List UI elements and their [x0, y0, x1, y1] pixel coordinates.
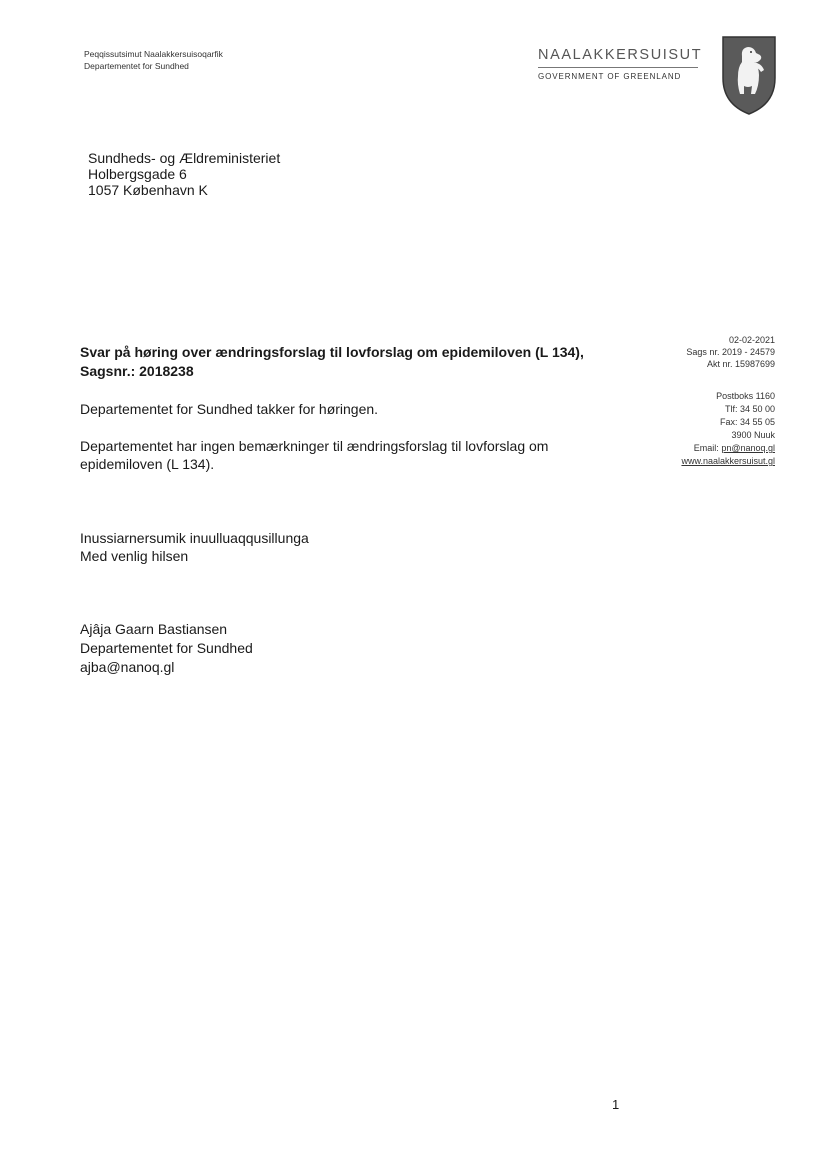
sender-ministry-greenlandic: Peqqissutsimut Naalakkersuisoqarfik: [84, 49, 223, 59]
closing-block: [80, 529, 309, 565]
signatory-email: ajba@nanoq.gl: [80, 659, 175, 675]
sender-block: [84, 48, 223, 72]
reference-block: [686, 334, 775, 370]
contact-postbox: Postboks 1160: [716, 391, 775, 401]
contact-email-link[interactable]: pn@nanoq.gl: [721, 443, 775, 453]
signature-block: [80, 620, 253, 677]
recipient-city: 1057 København K: [88, 182, 208, 198]
contact-phone: Tlf: 34 50 00: [724, 404, 775, 414]
page-number: 1: [612, 1097, 620, 1112]
brand-logo: [538, 46, 703, 81]
recipient-name: Sundheds- og Ældreministeriet: [88, 150, 281, 166]
contact-fax: Fax: 34 55 05: [719, 417, 775, 427]
paragraph-2-line-2: epidemiloven (L 134).: [80, 456, 215, 472]
contact-email-label: Email:: [693, 443, 719, 453]
recipient-street: Holbergsgade 6: [88, 166, 187, 182]
contact-block: [681, 390, 775, 468]
body-paragraph-1: Departementet for Sundhed takker for høringen.: [80, 401, 379, 417]
contact-website-row: [681, 455, 775, 468]
closing-danish: Med venlig hilsen: [80, 548, 189, 564]
letter-subject: [80, 343, 620, 381]
contact-website-link[interactable]: www.naalakkersuisut.gl: [681, 456, 775, 466]
closing-greenlandic: Inussiarnersumik inuulluaqqusillunga: [80, 530, 309, 546]
brand-divider: [538, 67, 698, 68]
signatory-department: Departementet for Sundhed: [80, 640, 253, 656]
signatory-name: Ajâja Gaarn Bastiansen: [80, 621, 228, 637]
paragraph-2-line-1: Departementet har ingen bemærkninger til ændringsforslag til lovforslag om: [80, 438, 549, 454]
case-number: Sags nr. 2019 - 24579: [686, 347, 775, 357]
brand-name: NAALAKKERSUISUT: [538, 47, 703, 63]
document-number: Akt nr. 15987699: [706, 359, 775, 369]
contact-email-row: [681, 442, 775, 455]
recipient-address: [88, 150, 280, 198]
subject-line-2: Sagsnr.: 2018238: [80, 363, 194, 379]
body-paragraph-2: [80, 437, 600, 473]
subject-line-1: Svar på høring over ændringsforslag til lovforslag om epidemiloven (L 134),: [80, 344, 584, 360]
sender-department: Departementet for Sundhed: [84, 61, 189, 71]
brand-subtitle: GOVERNMENT OF GREENLAND: [538, 72, 682, 81]
polar-bear-emblem-icon: [720, 34, 778, 116]
contact-city: 3900 Nuuk: [731, 430, 775, 440]
letter-date: 02-02-2021: [728, 335, 775, 345]
